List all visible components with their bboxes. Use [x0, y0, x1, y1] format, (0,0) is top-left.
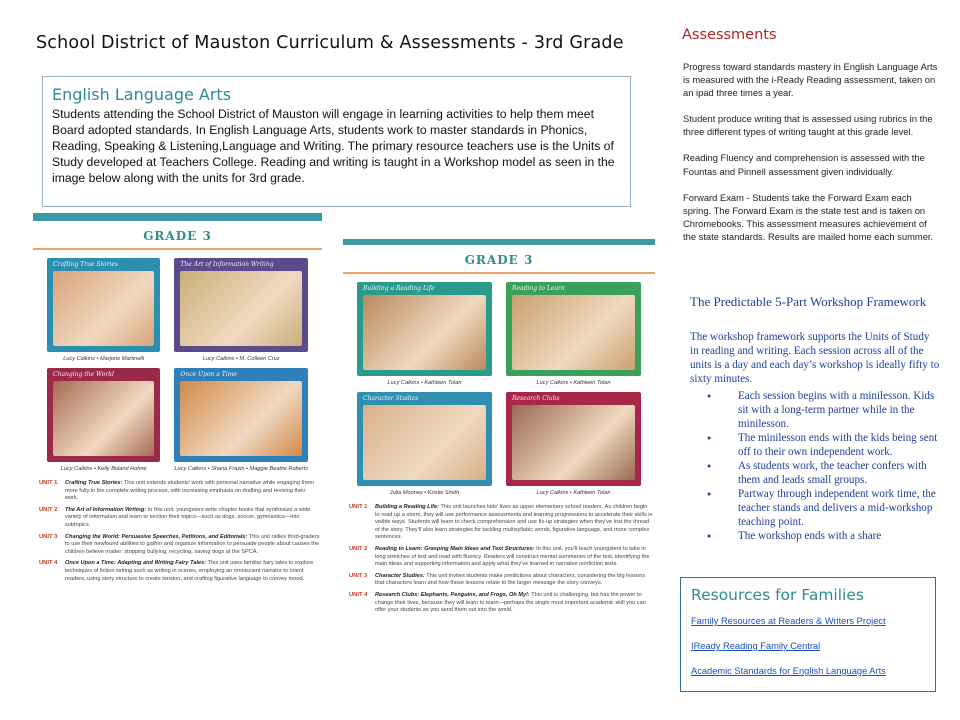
cover-art: Once Upon a Time	[174, 368, 308, 462]
ela-body: Students attending the School District of Mauston will engage in learning activities to help them meet Board adopted standards. In English Language Arts, students work to master standards in Phonics, Reading, Speaking & Listening,Language and Writing. The primary resource teachers use is the Units of Study developed at Teachers College. Reading and writing is taught in a Workshop model as seen in the image below along with the units for 3rd grade.	[52, 107, 615, 185]
unit-number: UNIT 2	[349, 545, 368, 552]
iready-family-link[interactable]: IReady Reading Family Central	[691, 641, 821, 651]
assessment-paragraph: Student produce writing that is assessed using rubrics in the three different types of writing taught at this grade level.	[683, 113, 933, 138]
unit-title: The Art of Information Writing:	[65, 506, 147, 513]
assessment-paragraph: Reading Fluency and comprehension is assessed with the Fountas and Pinnell assessment given individually.	[683, 152, 925, 177]
book-cover-4	[174, 368, 308, 472]
cover-photo	[512, 405, 635, 480]
cover-photo	[363, 405, 486, 480]
grade-band: GRADE 3	[33, 221, 322, 250]
unit-description: This unit is challenging, but has the power to change their lives, because they will learn to learn—perhaps the single most important academic skill you can offer your students as you send them out into the world.	[375, 591, 646, 614]
cover-art: Research Clubs	[506, 392, 641, 486]
cover-photo	[363, 295, 486, 370]
unit-title: Character Studies:	[375, 572, 425, 579]
unit-title: Research Clubs: Elephants, Penguins, and Frogs, Oh My!:	[375, 591, 530, 598]
book-grid	[33, 250, 322, 474]
unit-description: This unit invites students make predictions about characters, considering the big lessons that characters learn and how those lessons relate to the larger message the story conveys.	[375, 572, 646, 587]
unit-item	[349, 573, 653, 588]
cover-photo	[53, 381, 154, 456]
academic-standards-link[interactable]: Academic Standards for English Language Arts	[691, 666, 886, 676]
unit-description: In this unit, you'll teach youngsters to take in long stretches of text and read with fluency. Readers will construct mental summaries of the text, identifying the main ideas and supporting information and apply what they've learned in narrative nonfiction texts.	[375, 545, 650, 568]
workshop-list-item: ● As students work, the teacher confers with them and leads small groups.	[690, 459, 940, 487]
page-title: School District of Mauston Curriculum & Assessments - 3rd Grade	[36, 33, 624, 53]
unit-description: This unit extends students' work with personal narrative while engaging them more fully in the complete writing process, with increasing emphasis on drafting and revising their work.	[65, 480, 314, 502]
unit-item	[39, 507, 320, 530]
grade-band: GRADE 3	[343, 245, 655, 274]
book-author: Lucy Calkins • Marjorie Martinelli	[63, 356, 145, 362]
unit-description: In this unit, youngsters write chapter books that synthesize a wide variety of information and learn to section their topics—such as dogs, soccer, gymnastics—into subtopics.	[65, 506, 311, 528]
assessments-heading: Assessments	[682, 27, 777, 43]
book-author: Lucy Calkins • Kathleen Tolan	[387, 380, 462, 386]
cover-art: Building a Reading Life	[357, 282, 492, 376]
cover-photo	[180, 271, 302, 346]
assessments-body	[683, 60, 938, 256]
cover-art: Changing the World	[47, 368, 160, 462]
workshop-list-item: ● Each session begins with a minilesson. Kids sit with a long-term partner while in the minilesson.	[690, 389, 940, 431]
cover-art: Reading to Learn	[506, 282, 641, 376]
book-author: Julia Mooney • Kristie Smith	[389, 490, 460, 496]
cover-photo	[512, 295, 635, 370]
workshop-list-item: ● The minilesson ends with the kids being sent off to their own independent work.	[690, 431, 940, 459]
unit-description: This unit uses familiar fairy tales to explore techniques of fiction writing such as writing in scenes, employing an omniscient narrator to orient readers, using story structure to create tension, and crafting figurative language to convey mood.	[65, 560, 314, 582]
unit-title: Crafting True Stories:	[65, 480, 123, 486]
resources-section	[680, 577, 936, 692]
workshop-intro: The workshop framework supports the Units of Study in reading and writing. Each session across all of the units is a day and each day’s workshop is ideally fifty to sixty minutes.	[690, 331, 940, 385]
unit-title: Reading to Learn: Grasping Main Ideas and Text Structures:	[375, 545, 535, 552]
unit-number: UNIT 1	[39, 480, 58, 486]
workshop-heading: The Predictable 5-Part Workshop Framework	[690, 294, 927, 309]
book-cover-1	[47, 258, 160, 362]
book-author: Lucy Calkins • Shana Frazin • Maggie Beattie Roberts	[174, 466, 308, 472]
unit-item	[349, 504, 653, 542]
family-resources-link[interactable]: Family Resources at Readers & Writers Project	[691, 616, 886, 626]
cover-art: The Art of Information Writing	[174, 258, 308, 352]
ela-heading: English Language Arts	[52, 85, 232, 104]
book-cover-2	[174, 258, 308, 362]
unit-number: UNIT 4	[349, 591, 368, 598]
workshop-framework	[690, 293, 940, 543]
unit-item	[39, 480, 320, 503]
assessment-paragraph: Forward Exam - Students take the Forward Exam each spring. The Forward Exam is the state test and is taken on Chromebooks. This assessment measures achievement of the state standards. Results are mailed home each summer.	[683, 191, 934, 242]
resources-heading: Resources for Families	[691, 586, 864, 604]
unit-item	[349, 592, 653, 615]
book-author: Lucy Calkins • Kathleen Tolan	[536, 380, 611, 386]
reading-units-poster	[343, 239, 655, 702]
unit-description: This unit launches kids' lives as upper elementary school readers. As children begin to read up a storm, they will use performance assessments and learning progressions to accelerate their skills in visible ways. Students will learn to check comprehension and use fix-up strategies when they've lost the thread of the story. They'll also learn strategies for tackling multisyllabic words, figurative language, and more complex sentences.	[375, 504, 653, 541]
workshop-list	[690, 389, 940, 543]
unit-list	[343, 498, 655, 615]
workshop-list-item: ● Partway through independent work time, the teacher stands and delivers a mid-workshop teaching point.	[690, 487, 940, 529]
book-cover-3	[47, 368, 160, 472]
cover-photo	[180, 381, 302, 456]
book-cover-1	[357, 282, 492, 386]
book-author: Lucy Calkins • M. Colleen Cruz	[202, 356, 280, 362]
unit-number: UNIT 2	[39, 506, 58, 513]
book-cover-3	[357, 392, 492, 496]
ela-section	[42, 76, 631, 207]
book-cover-4	[506, 392, 641, 496]
book-author: Lucy Calkins • Kelly Boland Hohne	[60, 466, 147, 472]
cover-photo	[53, 271, 154, 346]
unit-number: UNIT 4	[39, 560, 58, 567]
cover-art: Character Studies	[357, 392, 492, 486]
assessment-paragraph: Progress toward standards mastery in English Language Arts is measured with the i-Ready Reading assessment, taken on an ipad three times a year.	[683, 61, 938, 99]
book-grid	[343, 274, 655, 498]
writing-units-poster	[33, 213, 322, 633]
cover-art: Crafting True Stories	[47, 258, 160, 352]
unit-item	[39, 560, 320, 583]
unit-number: UNIT 3	[39, 533, 58, 540]
book-author: Lucy Calkins • Kathleen Tolan	[536, 490, 611, 496]
unit-list	[33, 474, 322, 583]
unit-description: This unit rallies third-graders to use their newfound abilities to gather and organize information to persuade people about causes the children believe matter: stopping bullying, recycling, saving dogs at the SPCA.	[65, 533, 320, 555]
poster-top-bar	[33, 213, 322, 221]
unit-item	[39, 534, 320, 557]
unit-title: Once Upon a Time: Adapting and Writing Fairy Tales:	[65, 560, 207, 567]
unit-title: Building a Reading Life:	[375, 504, 440, 510]
unit-number: UNIT 3	[349, 572, 368, 579]
unit-title: Changing the World: Persuasive Speeches, Petitions, and Editorials:	[65, 533, 248, 540]
unit-number: UNIT 1	[349, 504, 368, 510]
unit-item	[349, 546, 653, 569]
book-cover-2	[506, 282, 641, 386]
workshop-list-item: ● The workshop ends with a share	[690, 529, 940, 543]
